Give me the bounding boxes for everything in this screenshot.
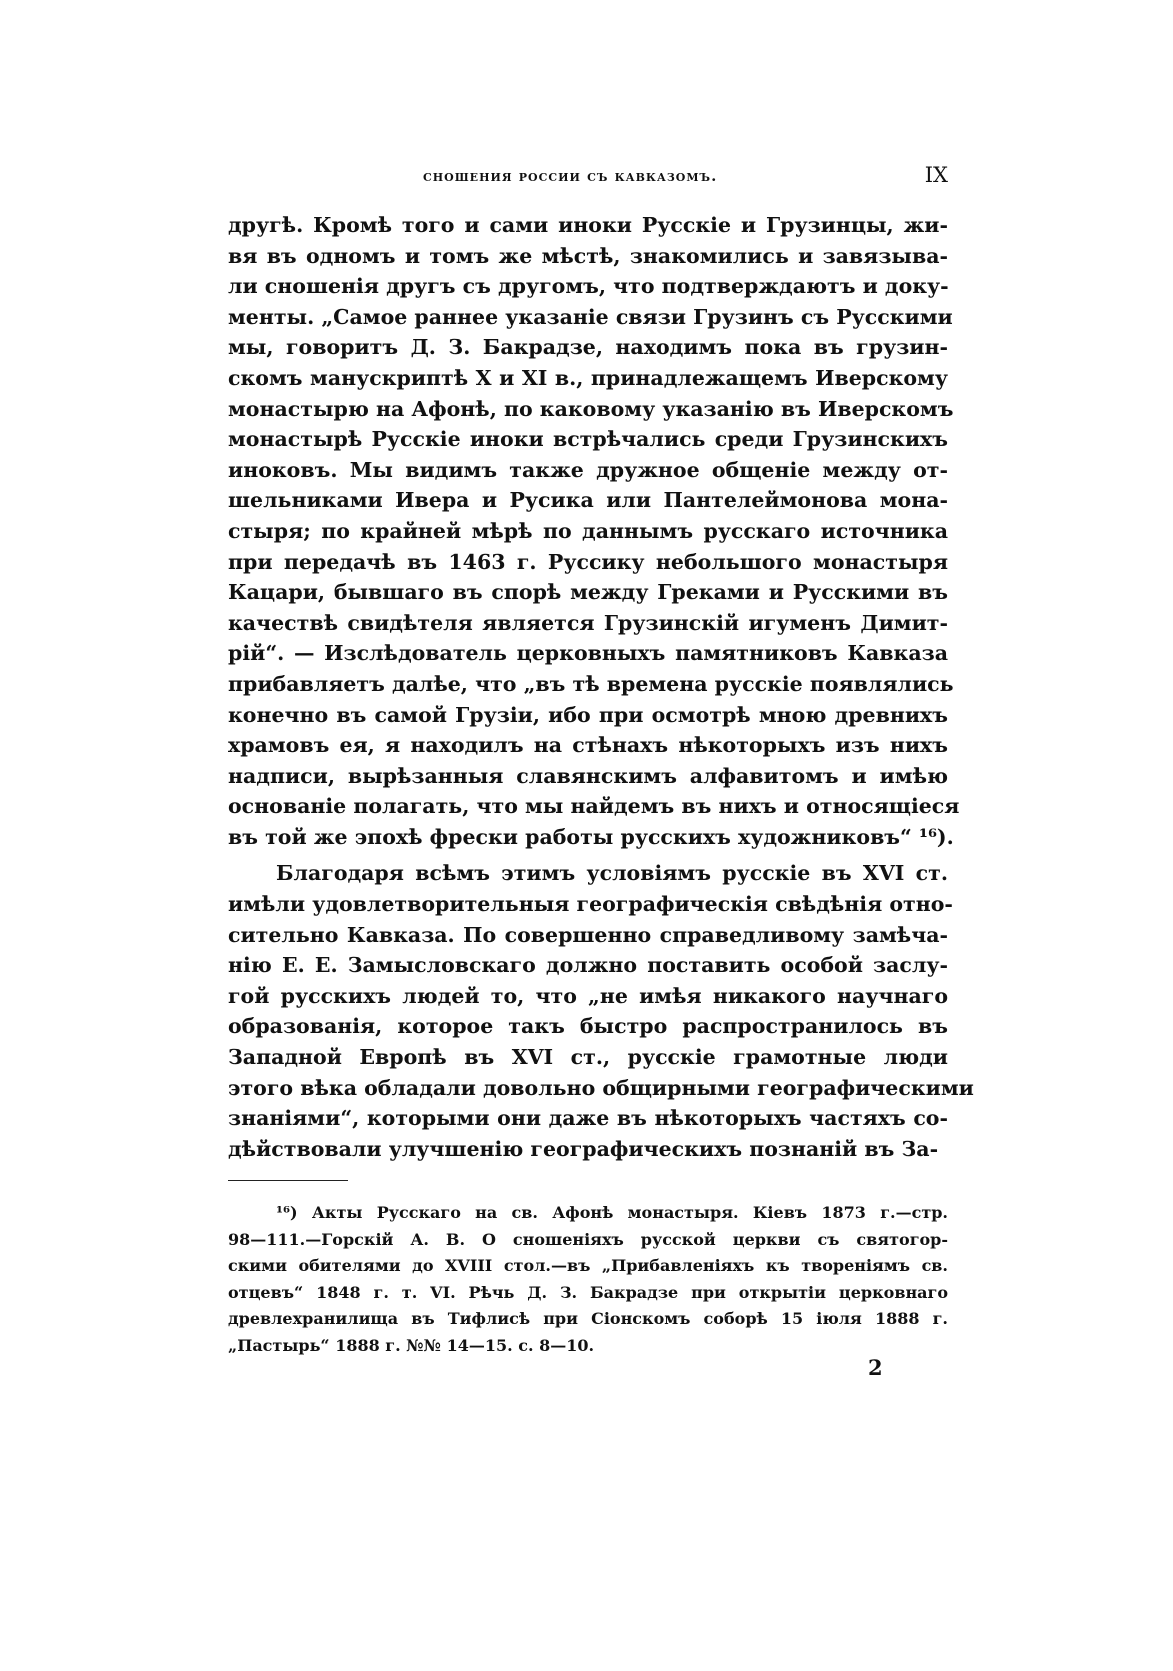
text-line: монастырю на Афонѣ, по каковому указанію въ Иверскомъ [228,396,954,421]
text-line: знаніями“, которыми они даже въ нѣкоторыхъ частяхъ со- [228,1106,948,1131]
text-line: образованія, которое такъ быстро распространилось въ [228,1014,948,1039]
text-line: нію Е. Е. Замысловскаго должно поставить особой заслу- [228,953,948,978]
text-line: Западной Европѣ въ XVI ст., русскіе грамотные люди [228,1045,948,1070]
page-number: IX [924,163,948,187]
text-line: этого вѣка обладали довольно общирными географическими [228,1075,974,1100]
text-line: вя въ одномъ и томъ же мѣстѣ, знакомились и завязыва- [228,243,948,268]
text-line: стыря; по крайней мѣрѣ по даннымъ русскаго источника [228,518,948,543]
running-title: сношения россии съ кавказомъ. [423,167,718,185]
text-line: Благодаря всѣмъ этимъ условіямъ русскіе въ XVI ст. [276,861,948,886]
text-line: другѣ. Кромѣ того и сами иноки Русскіе и Грузинцы, жи- [228,213,948,237]
text-line: дѣйствовали улучшенію географическихъ познаній въ За- [228,1136,939,1161]
text-line: основаніе полагать, что мы найдемъ въ нихъ и относящіеся [228,794,960,819]
text-line: мы, говоритъ Д. З. Бакрадзе, находимъ пока въ грузин- [228,335,948,360]
text-line: въ той же эпохѣ фрески работы русскихъ художниковъ“ ¹⁶). [228,824,954,849]
footnote-line: скими обителями до XVIII стол.—въ „Прибавленіяхъ къ твореніямъ св. [228,1256,948,1275]
text-line: качествѣ свидѣтеля является Грузинскій игуменъ Димит- [228,610,948,635]
text-line: Кацари, бывшаго въ спорѣ между Греками и Русскими въ [228,580,948,605]
text-line: менты. „Самое раннее указаніе связи Грузинъ съ Русскими [228,304,953,329]
paragraph-1 [228,210,960,852]
text-line: ли сношенія другъ съ другомъ, что подтверждаютъ и доку- [228,274,949,299]
footnote-line: древлехранилища въ Тифлисѣ при Сіонскомъ соборѣ 15 іюля 1888 г. [228,1309,948,1328]
paragraph-2 [228,858,974,1164]
text-line: шельниками Ивера и Русика или Пантелеймонова мона- [228,488,948,513]
text-line: гой русскихъ людей то, что „не имѣя никакого научнаго [228,983,948,1008]
text-line: монастырѣ Русскіе иноки встрѣчались среди Грузинскихъ [228,427,948,452]
text-line: имѣли удовлетворительныя географическія свѣдѣнія отно- [228,892,953,917]
text-line: при передачѣ въ 1463 г. Руссику небольшого монастыря [228,549,948,574]
text-line: храмовъ ея, я находилъ на стѣнахъ нѣкоторыхъ изъ нихъ [228,733,948,758]
text-line: надписи, вырѣзанныя славянскимъ алфавитомъ и имѣю [228,763,948,788]
text-line: иноковъ. Мы видимъ также дружное общеніе между от- [228,457,948,482]
text-line: сительно Кавказа. По совершенно справедливому замѣча- [228,922,948,947]
signature-mark: 2 [868,1355,883,1380]
footnote-line: отцевъ“ 1848 г. т. VI. Рѣчь Д. З. Бакрадзе при открытіи церковнаго [228,1282,948,1302]
footnote-line: 98—111.—Горскій А. В. О сношеніяхъ русской церкви съ святогор- [228,1229,948,1249]
footnote [228,1200,948,1359]
text-line: скомъ манускриптѣ X и XI в., принадлежащемъ Иверскому [228,365,948,390]
footnote-rule [228,1180,348,1181]
text-line: рій“. — Изслѣдователь церковныхъ памятниковъ Кавказа [228,641,948,666]
footnote-line: ¹⁶) Акты Русскаго на св. Афонѣ монастыря. Кіевъ 1873 г.—стр. [276,1203,948,1222]
page-header [228,165,948,193]
main-text [228,210,974,1164]
footnote-line: „Пастырь“ 1888 г. №№ 14—15. с. 8—10. [228,1335,595,1355]
text-line: прибавляетъ далѣе, что „въ тѣ времена русскіе появлялись [228,671,954,696]
text-line: конечно въ самой Грузіи, ибо при осмотрѣ мною древнихъ [228,702,948,727]
